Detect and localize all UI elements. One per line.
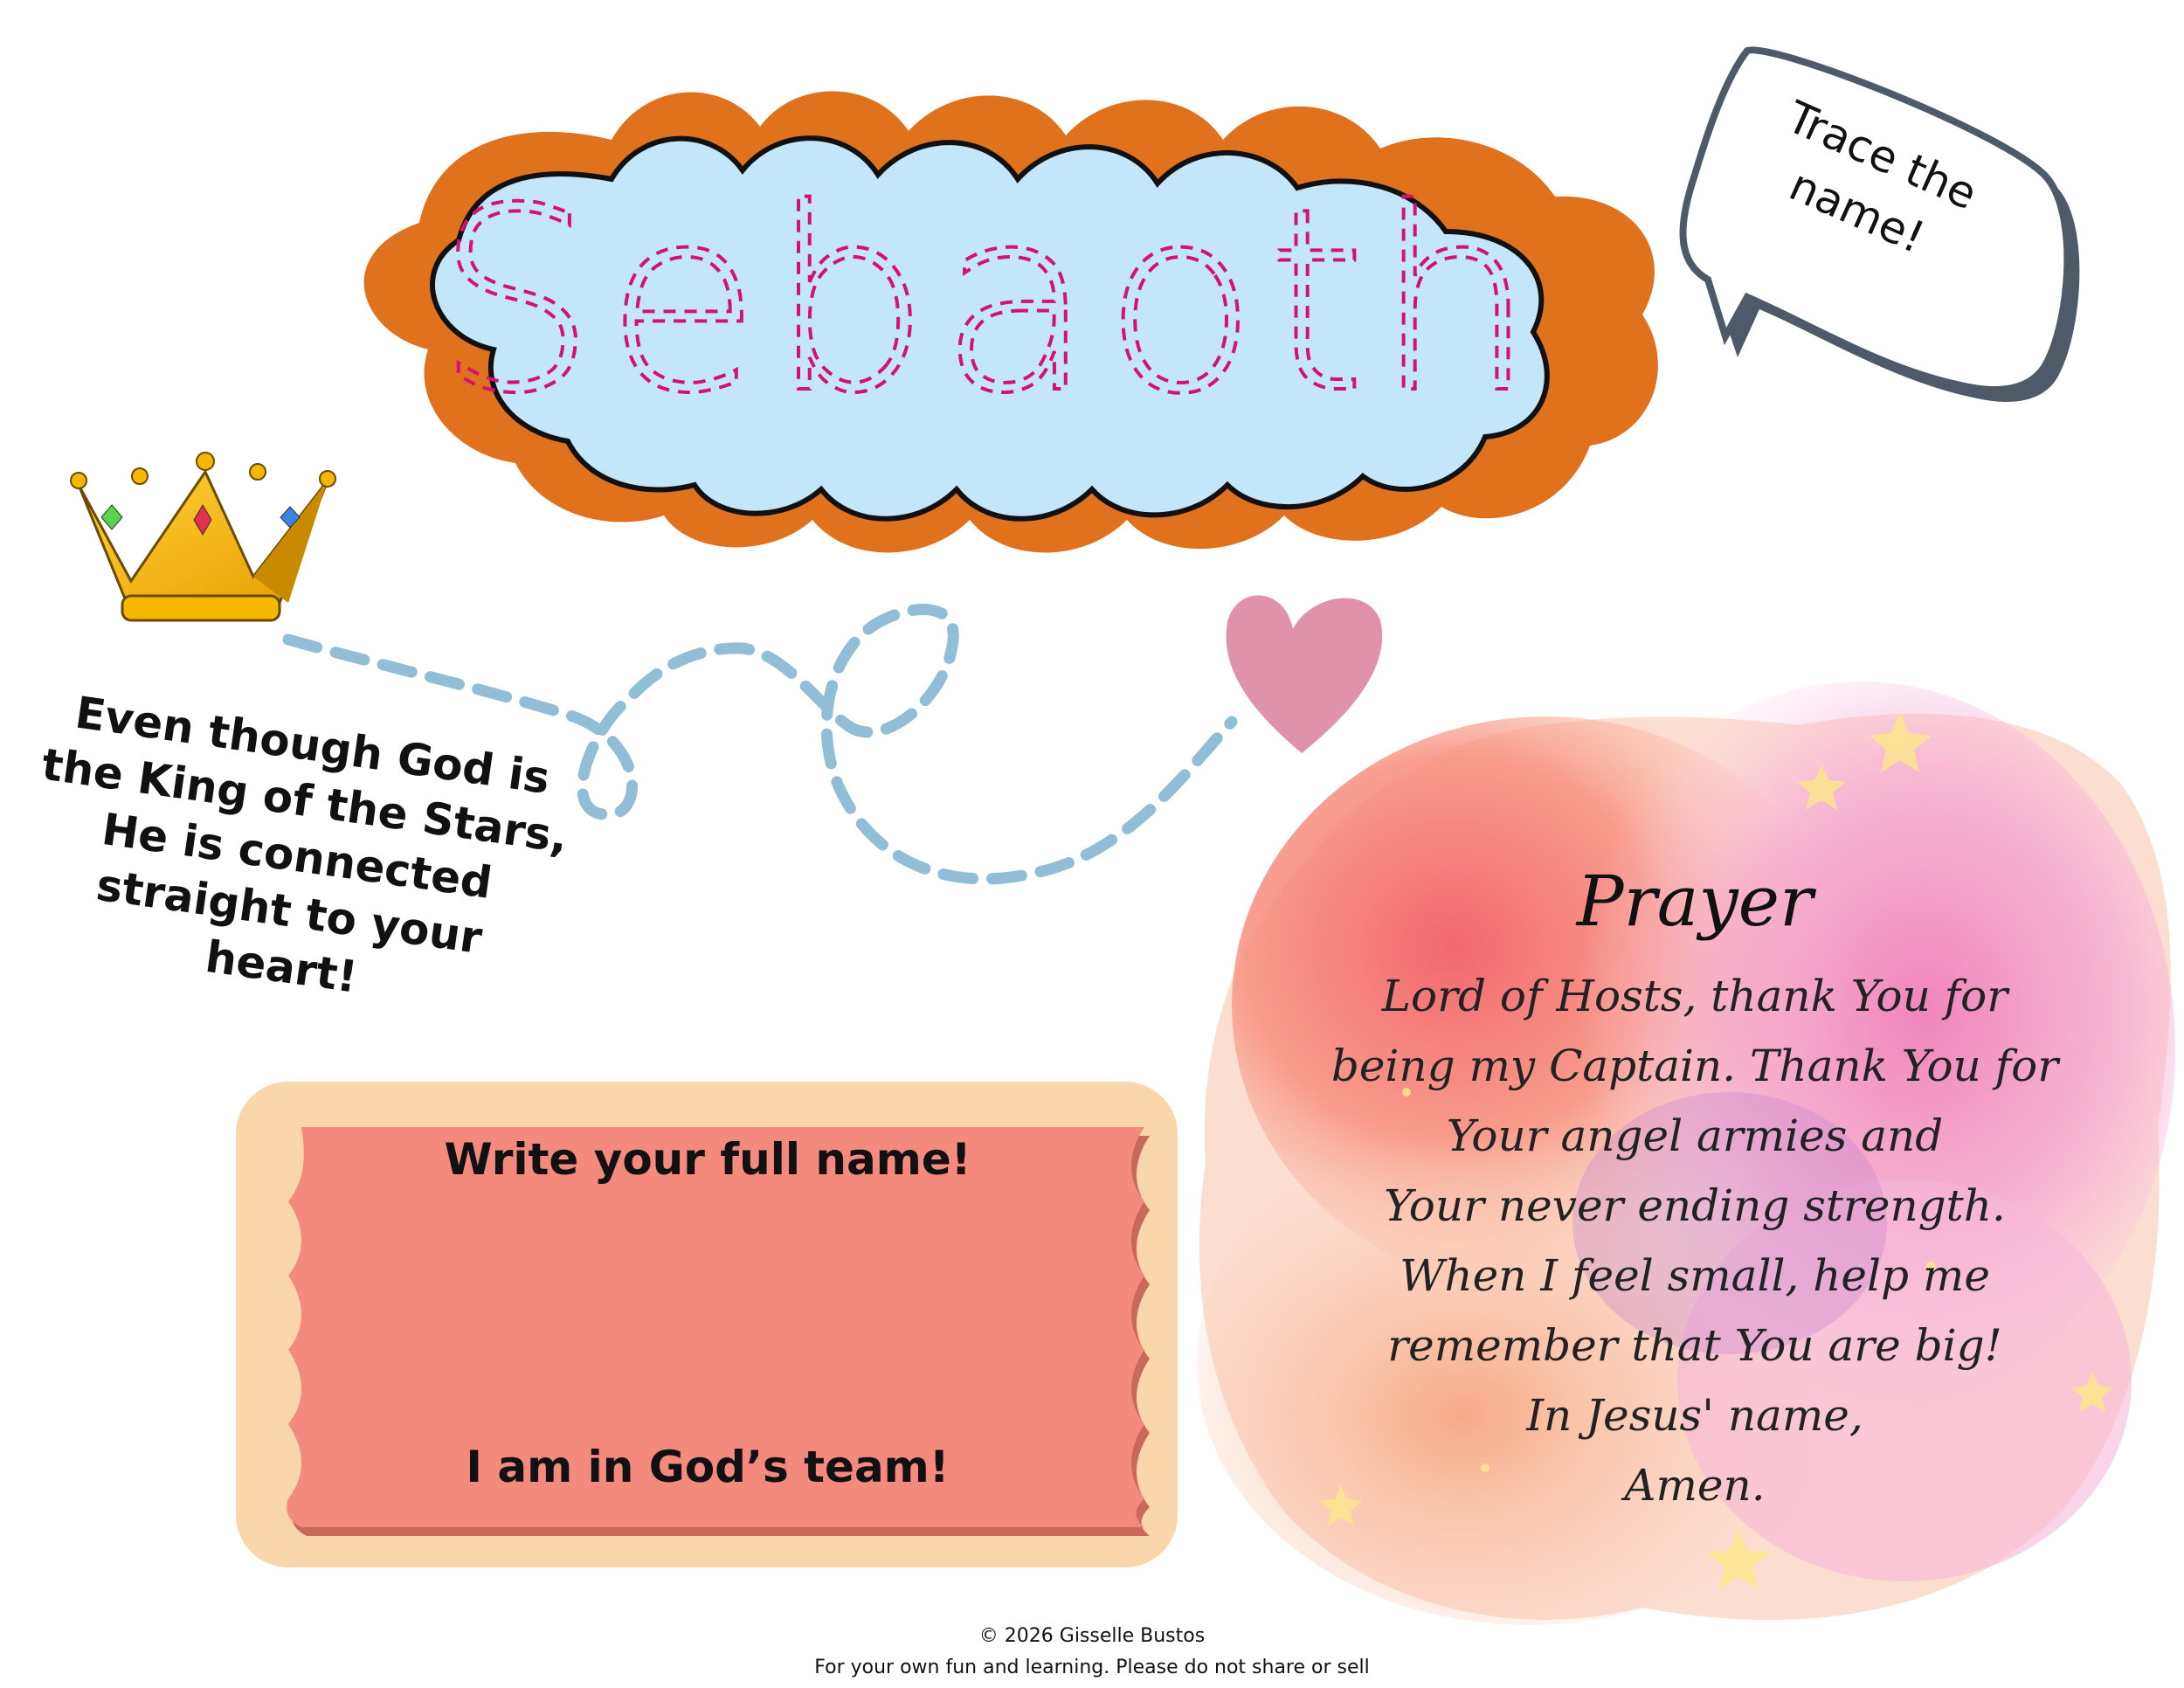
prayer-line: being my Captain. Thank You for xyxy=(1330,1041,2059,1091)
prayer-line: Amen. xyxy=(1624,1460,1766,1511)
prayer-line: In Jesus' name, xyxy=(1526,1390,1863,1441)
side-note-text: Even though God is the King of the Stars, He is connected straight to your heart! xyxy=(38,687,571,1003)
prayer-line: Lord of Hosts, thank You for xyxy=(1381,971,2008,1021)
prayer-text xyxy=(1258,961,2132,1520)
usage-notice: For your own fun and learning. Please do not share or sell xyxy=(814,1657,1370,1678)
speech-bubble-text: Trace the name! xyxy=(1780,91,1985,264)
prayer-line: When I feel small, help me xyxy=(1400,1250,1990,1301)
copyright-text: © 2026 Gisselle Bustos xyxy=(978,1625,1206,1647)
prayer-title: Prayer xyxy=(1576,861,1814,942)
traced-name-title[interactable]: Sebaoth xyxy=(435,155,1545,449)
name-card-title: Write your full name! xyxy=(444,1134,971,1185)
prayer-line: Your never ending strength. xyxy=(1384,1180,2006,1231)
footer xyxy=(699,1621,1485,1684)
prayer-line: remember that You are big! xyxy=(1387,1320,2002,1371)
name-card-bottom-text: I am in God’s team! xyxy=(466,1442,950,1492)
prayer-line: Your angel armies and xyxy=(1446,1110,1944,1161)
